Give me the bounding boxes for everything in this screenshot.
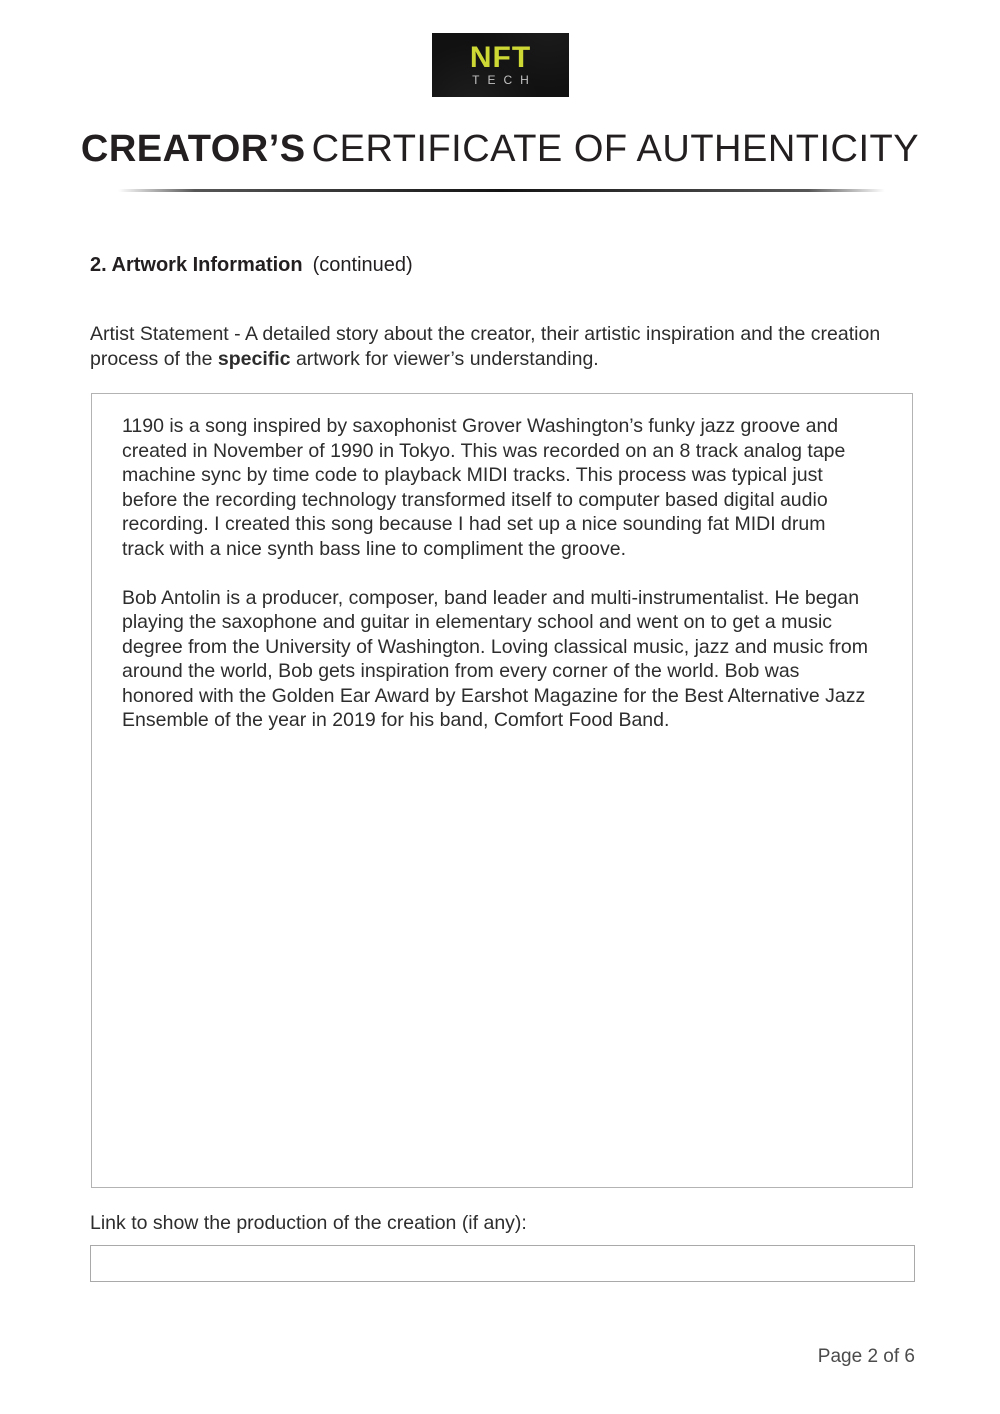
logo-nft-text: NFT	[469, 40, 532, 74]
section-heading-artwork-information	[90, 254, 413, 277]
artist-statement-textarea[interactable]	[91, 393, 913, 1188]
artist-statement-suffix: artwork for viewer’s understanding.	[290, 347, 599, 370]
nft-tech-logo	[432, 33, 569, 97]
artist-statement-bold-word: specific	[217, 347, 291, 370]
artist-statement-description	[90, 322, 890, 371]
production-link-label: Link to show the production of the creation (if any):	[90, 1212, 527, 1234]
page-title-bold: CREATOR’S	[80, 128, 306, 170]
logo-tech-text: TECH	[472, 72, 537, 87]
section-heading-text: 2. Artwork Information	[90, 254, 303, 276]
statement-paragraph-1: 1190 is a song inspired by saxophonist Grover Washington’s funky jazz groove and created in November of 1990 in Tokyo. This was recorded on an 8 track analog tape machine sync by time code to playback MIDI tracks. This process was typical just before the recording technology transformed itself to computer based digital audio recording. I created this song because I had set up a nice sounding fat MIDI drum track with a nice synth bass line to compliment the groove.	[122, 415, 846, 560]
statement-paragraph-2: Bob Antolin is a producer, composer, band leader and multi-instrumentalist. He began playing the saxophone and guitar in elementary school and went on to get a music degree from the University of Washington. Loving classical music, jazz and music from around the world, Bob gets inspiration from every corner of the world. Bob was honored with the Golden Ear Award by Earshot Magazine for the Best Alternative Jazz Ensemble of the year in 2019 for his band, Comfort Food Band.	[122, 586, 868, 731]
artist-statement-prefix: Artist Statement - A detailed story about the creator, their artistic inspiration and the creation process of the	[90, 323, 881, 370]
page-number: Page 2 of 6	[817, 1346, 915, 1367]
page-title-regular: CERTIFICATE OF AUTHENTICITY	[311, 128, 920, 170]
section-heading-note: (continued)	[312, 254, 413, 276]
page-title	[0, 128, 1000, 171]
production-link-input[interactable]	[90, 1245, 915, 1282]
title-divider-line	[118, 189, 885, 192]
